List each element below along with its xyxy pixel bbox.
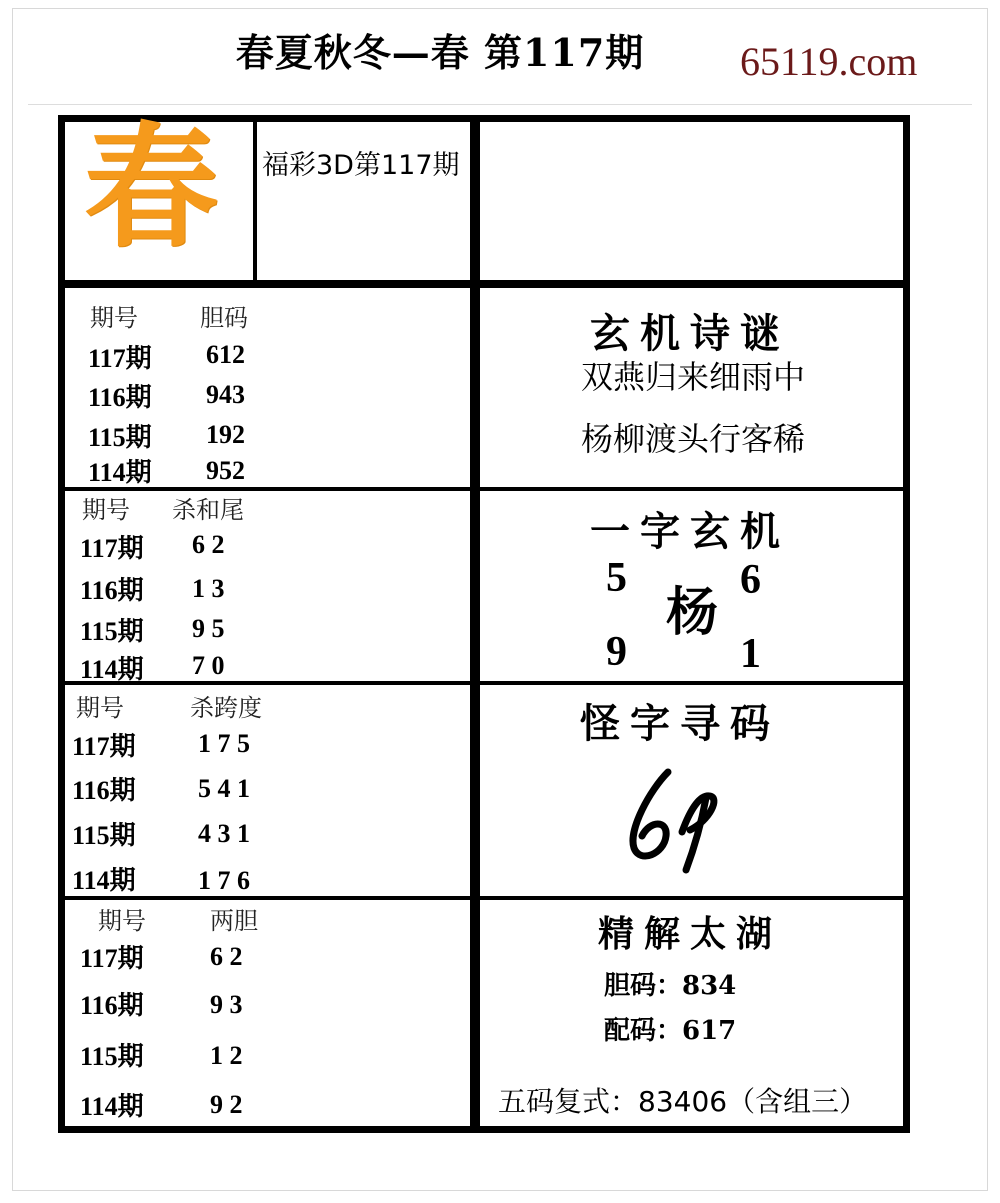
- yizi-bottom-left: 9: [606, 629, 627, 675]
- table1-r1-issue: 117期: [88, 344, 152, 373]
- pei-code: 配码：617: [604, 1016, 737, 1046]
- row-divider-4r: [480, 896, 905, 900]
- season-char: 春: [84, 108, 219, 266]
- table4-r3-value: 1 2: [210, 1041, 243, 1070]
- table2-r2-value: 1 3: [192, 574, 225, 603]
- poem-line-1: 双燕归来细雨中: [580, 358, 805, 396]
- table2-r4-issue: 114期: [80, 655, 144, 684]
- table1-r2-value: 943: [206, 380, 245, 409]
- table3-r1-value: 1 7 5: [198, 729, 250, 758]
- table1-r2-issue: 116期: [88, 383, 152, 412]
- page-title: 春夏秋冬—春 第117期: [235, 30, 645, 75]
- table2-head-issue: 期号: [82, 496, 130, 524]
- jingjie-title: 精解太湖: [597, 913, 782, 955]
- table2-r4-value: 7 0: [192, 651, 225, 680]
- table3-r2-issue: 116期: [72, 776, 136, 805]
- table1-r4-issue: 114期: [88, 458, 152, 487]
- table1-r3-value: 192: [206, 420, 245, 449]
- row-divider-2r: [480, 487, 905, 491]
- table4-r2-issue: 116期: [80, 991, 144, 1020]
- table3-r3-value: 4 3 1: [198, 819, 250, 848]
- row-divider-1: [58, 280, 910, 288]
- table1-r1-value: 612: [206, 340, 245, 369]
- table3-r3-issue: 115期: [72, 821, 136, 850]
- table3-head-value: 杀跨度: [190, 694, 262, 722]
- table2-r1-issue: 117期: [80, 534, 144, 563]
- yizi-title: 一字玄机: [590, 508, 790, 555]
- table3-r2-value: 5 4 1: [198, 774, 250, 803]
- table2-r3-issue: 115期: [80, 617, 144, 646]
- table4-head-issue: 期号: [98, 907, 146, 935]
- table4-r1-value: 6 2: [210, 942, 243, 971]
- poem-line-2: 杨柳渡头行客稀: [580, 420, 805, 458]
- table1-r3-issue: 115期: [88, 423, 152, 452]
- table4-r4-issue: 114期: [80, 1092, 144, 1121]
- five-code-combo: 五码复式：83406（含组三）: [498, 1085, 868, 1118]
- yizi-top-right: 6: [740, 557, 761, 603]
- table2-r3-value: 9 5: [192, 614, 225, 643]
- yizi-center-char: 杨: [666, 582, 719, 643]
- table1-r4-value: 952: [206, 456, 245, 485]
- row-divider-3r: [480, 681, 905, 685]
- table2-r2-issue: 116期: [80, 576, 144, 605]
- top-left-divider: [253, 115, 257, 283]
- table4-r1-issue: 117期: [80, 944, 144, 973]
- table3-r4-issue: 114期: [72, 866, 136, 895]
- guaizi-title: 怪字寻码: [580, 700, 780, 747]
- center-divider: [470, 115, 480, 1133]
- table1-head-issue: 期号: [90, 304, 138, 332]
- table4-r4-value: 9 2: [210, 1090, 243, 1119]
- yizi-bottom-right: 1: [740, 631, 761, 677]
- site-name[interactable]: 65119.com: [740, 39, 918, 84]
- table1-head-value: 胆码: [200, 304, 248, 332]
- handwritten-number: [620, 750, 730, 884]
- table3-head-issue: 期号: [76, 694, 124, 722]
- table3-r1-issue: 117期: [72, 732, 136, 761]
- lottery-board: [58, 108, 910, 1133]
- table2-r1-value: 6 2: [192, 530, 225, 559]
- table4-head-value: 两胆: [210, 907, 258, 935]
- dan-code: 胆码：834: [604, 971, 737, 1001]
- table2-head-value: 杀和尾: [172, 496, 244, 524]
- issue-label: 福彩3D第117期: [262, 150, 460, 181]
- poem-title: 玄机诗谜: [590, 310, 790, 357]
- table3-r4-value: 1 7 6: [198, 866, 250, 895]
- header-divider: [28, 104, 972, 105]
- yizi-top-left: 5: [606, 555, 627, 601]
- table4-r2-value: 9 3: [210, 990, 243, 1019]
- table4-r3-issue: 115期: [80, 1042, 144, 1071]
